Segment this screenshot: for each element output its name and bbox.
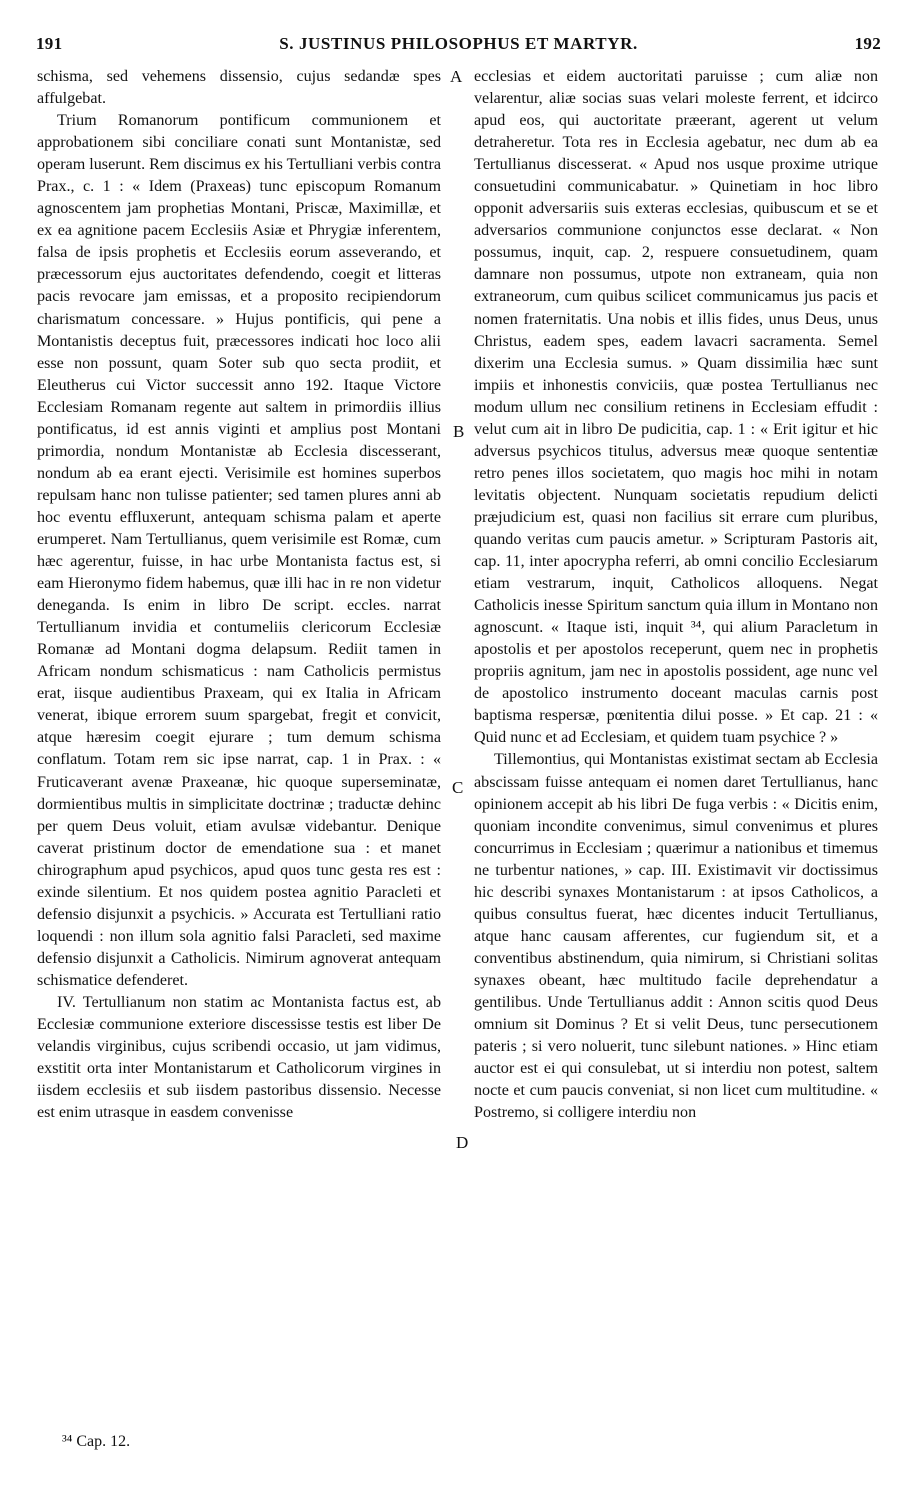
margin-letter-c: C: [452, 778, 464, 797]
margin-letter-b: B: [453, 422, 465, 441]
running-title: S. JUSTINUS PHILOSOPHUS ET MARTYR.: [279, 34, 638, 53]
running-header: [36, 34, 881, 60]
paragraph: Tillemontius, qui Montanistas existimat sectam ab Ecclesia abscissam fuisse antequam ei nomen daret Tertullianus, hanc opinionem accepit ab his libri De fuga verbis : « Dicitis enim, quoniam incondite convenimus, simul convenimus et plures concurrimus in Ecclesiam ; quærimur a nationibus et timemus ne turbentur nationes, » cap. III. Existimavit vir doctissimus hic describi synaxes Montanistarum : at ipsos Catholicos, a quibus consultus fuerat, hæc dicentes inducit Tertullianus, atque hanc causam afferentes, cur fugiendum sit, et a conventibus abstinendum, quia nimirum, si Christiani solitas synaxes obeant, hæc multitudo facile deprehendatur a gentilibus. Unde Tertullianus addit : Annon scitis quod Deus omnium sit Dominus ? Et si velit Deus, tunc persecutionem pateris ; si vero noluerit, tunc silebunt nationes. » Hinc etiam auctor est ei qui consulebat, ut si interdiu non potest, saltem nocte et cum paucis conveniat, si non licet cum multitudine. « Postremo, si colligere interdiu non: [474, 751, 878, 1122]
footnote: ³⁴ Cap. 12.: [62, 1433, 131, 1450]
paragraph: ecclesias et eidem auctoritati paruisse ; cum aliæ non velarentur, aliæ socias suas velari moleste ferrent, et idcirco apud eos, qui auctoritate præerant, agerent ut velum detraheretur. Tota res in Ecclesia agebatur, nec dum ab ea Tertullianus discesserat. « Apud nos usque proxime utrique consuetudini communicabatur. » Quinetiam in hoc libro opponit adversariis suis exteras ecclesias, quibuscum et se et adversarios communione conjunctos esse declarat. « Non possumus, inquit, cap. 2, respuere consuetudinem, quam damnare non possumus, utpote non extraneam, quia non extraneorum, cum quibus scilicet communicamus jus pacis et nomen fraternitatis. Una nobis et illis fides, unus Deus, unus Christus, eadem spes, eadem lavacri sacramenta. Semel dixerim una Ecclesia sumus. » Quam dissimilia hæc sunt impiis et inhonestis conviciis, quæ postea Tertullianus nec modum ullum nec consilium retinens in Ecclesiam effudit : velut cum ait in libro De pudicitia, cap. 1 : « Erit igitur et hic adversus psychicos titulus, adversus meæ quoque sententiæ retro penes illos societatem, quo magis hoc mihi in notam levitatis objectent. Nunquam societatis repudium delicti præjudicium est, quasi non facilius sit errare cum pluribus, quando veritas cum paucis ametur. » Scripturam Pastoris ait, cap. 11, inter apocrypha referri, ab omni concilio Ecclesiarum etiam vestrarum, inquit, Catholicos alloquens. Negat Catholicis inesse Spiritum sanctum quia illum in Montano non agnoscunt. « Itaque isti, inquit ³⁴, qui alium Paracletum in apostolis et per apostolos receperunt, quem nec in prophetis propriis agnitum, jam nec in apostolis possident, age nunc vel de apostolico instrumento doceant maculas carnis post baptisma respersæ, pœnitentia dilui posse. » Et cap. 21 : « Quid nunc et ad Ecclesiam, et quidem tuam psychice ? »: [474, 68, 878, 747]
margin-letter-d: D: [456, 1133, 469, 1152]
paragraph: IV. Tertullianum non statim ac Montanista factus est, ab Ecclesiæ communione exteriore discessisse testis est liber De velandis virginibus, cujus scribendi occasio, ut jam vidimus, exstitit orta inter Montanistarum et Catholicorum virgines in iisdem ecclesiis et sub iisdem pastoribus dissensio. Necesse est enim utrasque in easdem convenisse: [37, 993, 441, 1122]
right-column: [474, 66, 878, 1124]
page-number-left: 191: [36, 34, 63, 53]
paragraph: schisma, sed vehemens dissensio, cujus sedandæ spes affulgebat.: [37, 68, 441, 108]
left-column: [37, 66, 441, 1124]
page-number-right: 192: [854, 34, 881, 53]
margin-letter-a: A: [450, 67, 463, 86]
paragraph: Trium Romanorum pontificum communionem et approbationem sibi conciliare conati sunt Montanistæ, sed operam luserunt. Rem discimus ex his Tertulliani verbis contra Prax., c. 1 : « Idem (Praxeas) tunc episcopum Romanum agnoscentem jam prophetias Montani, Priscæ, Maximillæ, et ex ea agnitione pacem Ecclesiis Asiæ et Phrygiæ inferentem, falsa de ipsis prophetis et Ecclesiis eorum asseverando, et præcessorum ejus auctoritates defendendo, coegit et litteras pacis revocare jam emissas, et a proposito recipiendorum charismatum concessare. » Hujus pontificis, qui pene a Montanistis deceptus fuit, præcessores indicati hoc loco alii esse non possunt, quam Soter sub quo secta prodiit, et Eleutherus cui Victor successit anno 192. Itaque Victore Ecclesiam Romanam regente aut saltem in primordiis illius pontificatus, id est annis viginti et amplius post Montani primordia, nondum Montanistæ ab Ecclesia discesserant, nondum ab ea erant ejecti. Verisimile est homines superbos repulsam hanc non tulisse patienter; sed tamen plures anni ab hoc eventu effluxerunt, antequam schisma palam et aperte erumperet. Nam Tertullianus, quem verisimile est Romæ, cum hæc agerentur, fuisse, in hac urbe Montanista factus est, si eam Hieronymo fidem habemus, quæ illi hac in re non videtur deneganda. Is enim in libro De script. eccles. narrat Tertullianum invidia et contumeliis clericorum Ecclesiæ Romanæ ad Montani dogma delapsum. Rediit tamen in Africam nondum schismaticus : nam Catholicis permistus erat, iisque audientibus Praxeam, qui ex Italia in Africam venerat, ibique errorem suum spargebat, fregit et convicit, atque hæresim coegit ejurare ; tum demum schisma conflatum. Totam rem sic ipse narrat, cap. 1 in Prax. : « Fruticaverant avenæ Praxeanæ, hic quoque superseminatæ, dormientibus multis in simplicitate doctrinæ ; traductæ dehinc per quem Deus voluit, etiam avulsæ videbantur. Denique caverat pristinum doctor de emendatione sua : et manet chirographum apud psychicos, apud quos tunc gesta res est : exinde silentium. Et nos quidem postea agnitio Paracleti et defensio disjunxit a psychicis. » Accurata est Tertulliani ratio loquendi : non illum sola agnitio falsi Paracleti, sed maxime defensio disjunxit a Catholicis. Nimirum agnoverat antequam schismatice defenderet.: [37, 112, 441, 989]
